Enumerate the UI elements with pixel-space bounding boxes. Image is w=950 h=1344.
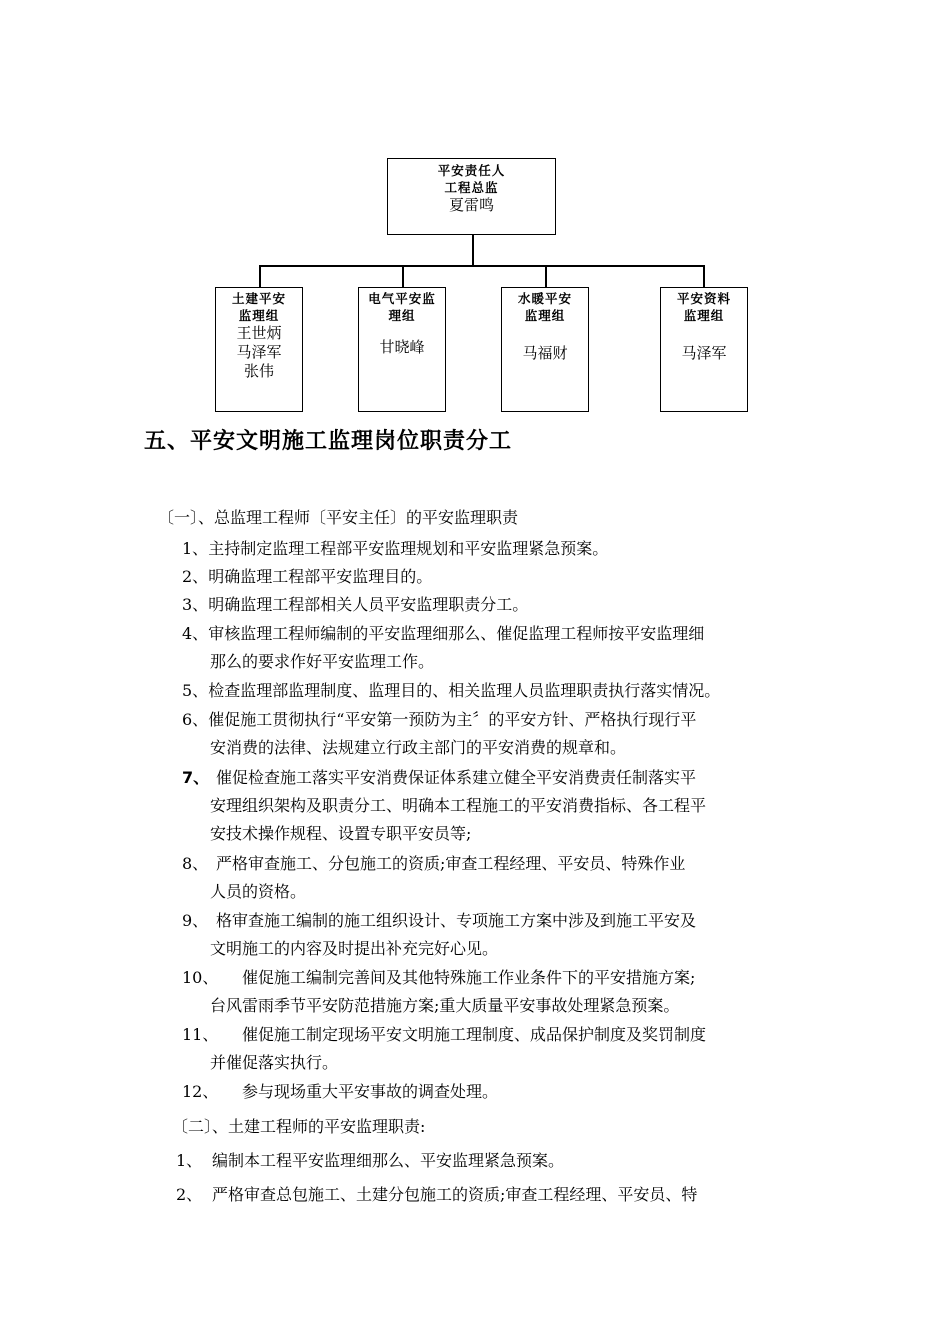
list-item bbox=[182, 677, 720, 705]
list-item bbox=[182, 591, 528, 619]
list-item bbox=[182, 620, 704, 676]
org-chart bbox=[0, 0, 950, 420]
item-text: 明确监理工程部平安监理目的。 bbox=[208, 567, 433, 586]
org-group-electrical bbox=[358, 287, 446, 412]
item-text: 参与现场重大平安事故的调查处理。 bbox=[242, 1082, 499, 1101]
item-number: 10、 bbox=[182, 968, 219, 987]
group-member: 张伟 bbox=[243, 362, 274, 380]
org-top-name: 夏雷鸣 bbox=[448, 196, 494, 214]
item-text-continued: 安技术操作规程、设置专职平安员等; bbox=[210, 824, 472, 843]
connector-drop-3 bbox=[545, 265, 547, 287]
group-title-line1: 电气平安监 bbox=[368, 291, 436, 306]
group-member: 马福财 bbox=[522, 344, 568, 362]
connector-drop-4 bbox=[703, 265, 705, 287]
group-member: 马泽军 bbox=[236, 343, 282, 361]
item-text-continued: 人员的资格。 bbox=[210, 882, 307, 901]
org-top-role: 平安责任人 bbox=[437, 163, 506, 178]
item-number: 2、 bbox=[182, 567, 209, 586]
item-text: 审核监理工程师编制的平安监理细那么、催促监理工程师按平安监理细 bbox=[208, 624, 705, 643]
group-member: 马泽军 bbox=[681, 344, 727, 362]
group-title-line2: 监理组 bbox=[524, 308, 566, 323]
group-title-line1: 水暖平安 bbox=[517, 291, 572, 306]
list-item bbox=[182, 1021, 706, 1077]
connector-horizontal bbox=[259, 265, 704, 267]
org-top-box bbox=[387, 158, 556, 235]
item-number: 6、 bbox=[182, 710, 209, 729]
item-number: 2、 bbox=[176, 1185, 203, 1204]
list-item bbox=[182, 907, 696, 963]
group-member: 王世炳 bbox=[236, 324, 282, 342]
part2-title: 〔二〕、土建工程师的平安监理职责: bbox=[172, 1117, 426, 1136]
list-item bbox=[176, 1147, 564, 1175]
list-item bbox=[182, 764, 706, 848]
item-text: 严格审查施工、分包施工的资质;审查工程经理、平安员、特殊作业 bbox=[216, 854, 686, 873]
item-text: 检查监理部监理制度、监理目的、相关监理人员监理职责执行落实情况。 bbox=[208, 681, 721, 700]
section-heading: 五、平安文明施工监理岗位职责分工 bbox=[144, 429, 513, 454]
connector-drop-2 bbox=[402, 265, 404, 287]
group-title-line2: 监理组 bbox=[683, 308, 725, 323]
org-group-plumbing bbox=[501, 287, 589, 412]
connector-vertical-top bbox=[472, 235, 474, 266]
item-number: 7、 bbox=[182, 768, 210, 787]
item-number: 3、 bbox=[182, 595, 209, 614]
item-text: 催促检查施工落实平安消费保证体系建立健全平安消费责任制落实平 bbox=[216, 768, 697, 787]
item-text-continued: 安理组织架构及职责分工、明确本工程施工的平安消费指标、各工程平 bbox=[210, 796, 707, 815]
list-item bbox=[182, 535, 608, 563]
item-text-continued: 台风雷雨季节平安防范措施方案;重大质量平安事故处理紧急预案。 bbox=[210, 996, 680, 1015]
item-text-continued: 并催促落实执行。 bbox=[210, 1053, 339, 1072]
org-top-title: 工程总监 bbox=[444, 180, 499, 195]
item-text: 催促施工编制完善间及其他特殊施工作业条件下的平安措施方案; bbox=[242, 968, 696, 987]
item-text: 催促施工贯彻执行“平安第一预防为主〞的平安方针、严格执行现行平 bbox=[208, 710, 697, 729]
item-number: 12、 bbox=[182, 1082, 219, 1101]
item-text-continued: 文明施工的内容及时提出补充完好心见。 bbox=[210, 939, 499, 958]
group-title-line2: 理组 bbox=[388, 308, 416, 323]
item-number: 9、 bbox=[182, 911, 209, 930]
item-text: 格审查施工编制的施工组织设计、专项施工方案中涉及到施工平安及 bbox=[216, 911, 697, 930]
item-number: 11、 bbox=[182, 1025, 219, 1044]
list-item bbox=[182, 563, 432, 591]
item-number: 1、 bbox=[182, 539, 209, 558]
list-item bbox=[182, 1078, 498, 1106]
group-title-line2: 监理组 bbox=[238, 308, 280, 323]
list-item bbox=[176, 1181, 697, 1209]
item-text: 明确监理工程部相关人员平安监理职责分工。 bbox=[208, 595, 529, 614]
item-text-continued: 安消费的法律、法规建立行政主部门的平安消费的规章和。 bbox=[210, 738, 627, 757]
item-text: 催促施工制定现场平安文明施工理制度、成品保护制度及奖罚制度 bbox=[242, 1025, 707, 1044]
list-item bbox=[182, 964, 695, 1020]
list-item bbox=[182, 706, 696, 762]
part1-title: 〔一〕、总监理工程师〔平安主任〕的平安监理职责 bbox=[158, 508, 519, 527]
item-text-continued: 那么的要求作好平安监理工作。 bbox=[210, 652, 435, 671]
group-title-line1: 平安资料 bbox=[676, 291, 731, 306]
connector-drop-1 bbox=[259, 265, 261, 287]
item-text: 编制本工程平安监理细那么、平安监理紧急预案。 bbox=[212, 1151, 565, 1170]
group-member: 甘晓峰 bbox=[379, 338, 425, 356]
item-text: 主持制定监理工程部平安监理规划和平安监理紧急预案。 bbox=[208, 539, 609, 558]
item-text: 严格审查总包施工、土建分包施工的资质;审查工程经理、平安员、特 bbox=[212, 1185, 698, 1204]
list-item bbox=[182, 850, 685, 906]
item-number: 8、 bbox=[182, 854, 209, 873]
item-number: 4、 bbox=[182, 624, 209, 643]
org-group-civil bbox=[215, 287, 303, 412]
item-number: 5、 bbox=[182, 681, 209, 700]
org-group-documents bbox=[660, 287, 748, 412]
group-title-line1: 土建平安 bbox=[231, 291, 286, 306]
item-number: 1、 bbox=[176, 1151, 203, 1170]
